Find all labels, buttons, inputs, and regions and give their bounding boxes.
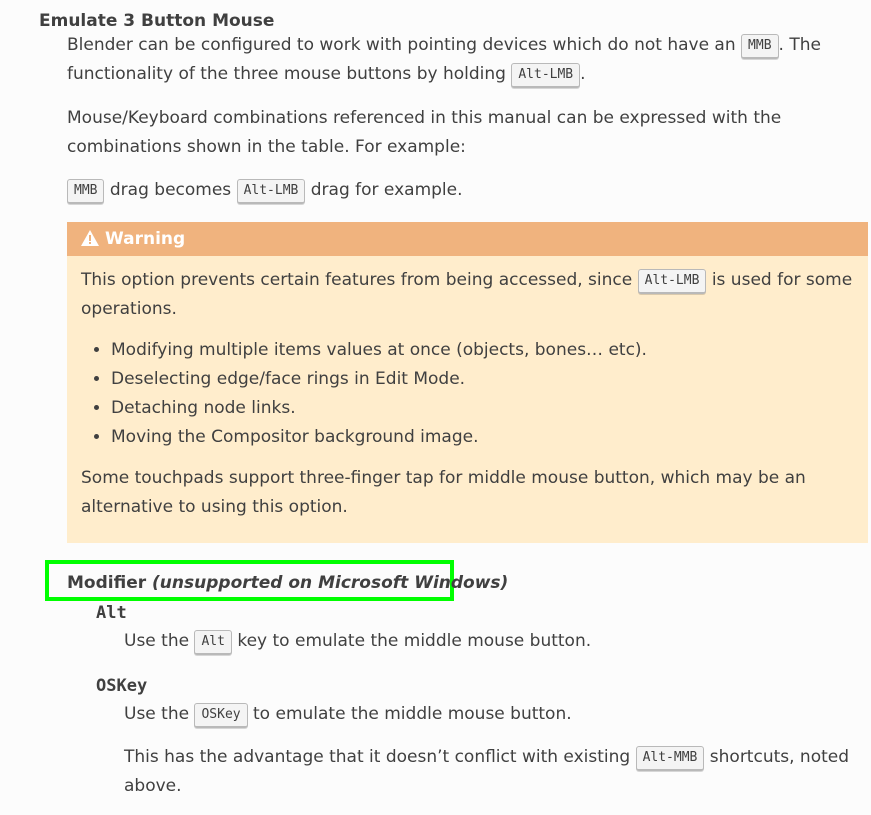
text: is used for some operations. <box>81 270 853 319</box>
kbd-alt-lmb: Alt-LMB <box>638 269 707 294</box>
text: . The functionality of the three mouse buttons by holding <box>67 35 821 84</box>
option-alt-term: Alt <box>96 603 127 623</box>
kbd-alt-lmb: Alt-LMB <box>237 179 306 204</box>
option-oskey-term: OSKey <box>96 676 148 696</box>
kbd-mmb: MMB <box>741 34 778 59</box>
text: drag for example. <box>305 180 463 200</box>
paragraph: Mouse/Keyboard combinations referenced in this manual can be expressed with the combinations shown in the table. For example: <box>67 108 782 157</box>
warning-list <box>81 336 854 452</box>
emulate-description-2 <box>67 104 867 162</box>
kbd-mmb: MMB <box>67 179 104 204</box>
list-item: • Moving the Compositor background image. <box>111 423 854 452</box>
option-alt-description <box>124 627 851 656</box>
option-oskey-description <box>124 700 851 729</box>
text: shortcuts, noted above. <box>124 747 850 796</box>
text: Use the <box>124 704 190 724</box>
list-item: • Deselecting edge/face rings in Edit Mode. <box>111 365 854 394</box>
emulate-example <box>67 176 867 205</box>
kbd-oskey: OSKey <box>194 703 247 728</box>
emulate-description-1 <box>67 31 867 89</box>
list-item: • Modifying multiple items values at once (objects, bones… etc). <box>111 336 854 365</box>
text: This option prevents certain features from being accessed, since <box>81 270 633 290</box>
emulate-3-button-mouse-term: Emulate 3 Button Mouse <box>39 11 275 31</box>
list-item: • Detaching node links. <box>111 394 854 423</box>
modifier-term <box>67 569 508 598</box>
text: drag becomes <box>104 180 237 200</box>
text: . <box>580 64 586 84</box>
text: Use the <box>124 631 190 651</box>
warning-body <box>67 256 868 522</box>
warning-title-text: Warning <box>105 229 186 249</box>
kbd-alt: Alt <box>194 630 231 655</box>
kbd-alt-lmb: Alt-LMB <box>511 63 580 88</box>
text: Blender can be configured to work with pointing devices which do not have an <box>67 35 736 55</box>
option-oskey-extra <box>124 743 851 801</box>
text: to emulate the middle mouse button. <box>253 704 572 724</box>
warning-admonition <box>67 222 868 543</box>
warning-title <box>67 222 868 256</box>
text: This has the advantage that it doesn’t conflict with existing <box>124 747 631 767</box>
modifier-label: Modifier <box>67 573 147 593</box>
kbd-alt-mmb: Alt-MMB <box>636 746 705 771</box>
paragraph: Some touchpads support three-finger tap for middle mouse button, which may be an alternative to using this option. <box>81 468 806 517</box>
text: key to emulate the middle mouse button. <box>237 631 592 651</box>
warning-icon <box>81 224 99 240</box>
modifier-note: (unsupported on Microsoft Windows) <box>152 573 509 593</box>
